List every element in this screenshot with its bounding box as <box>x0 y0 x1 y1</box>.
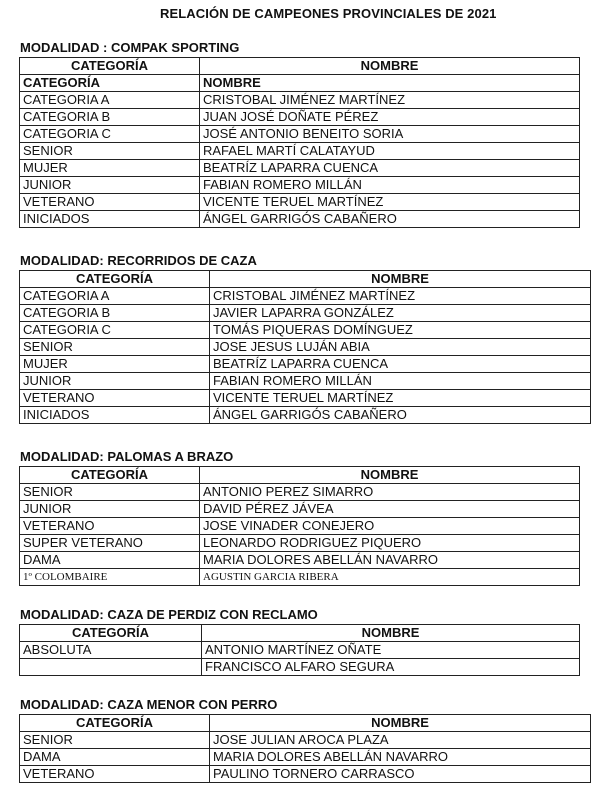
table-row <box>20 305 591 322</box>
row-nombre: FRANCISCO ALFARO SEGURA <box>202 659 580 676</box>
row-categoria: CATEGORIA C <box>20 126 200 143</box>
row-nombre: ANTONIO PEREZ SIMARRO <box>200 484 580 501</box>
row-categoria: SUPER VETERANO <box>20 535 200 552</box>
column-header-categoria: CATEGORÍA <box>20 58 200 75</box>
table-row <box>20 194 580 211</box>
row-categoria: INICIADOS <box>20 407 210 424</box>
row-nombre: JOSE JULIAN AROCA PLAZA <box>210 732 591 749</box>
table-caza-menor <box>19 714 591 783</box>
row-nombre: JUAN JOSÉ DOÑATE PÉREZ <box>200 109 580 126</box>
row-nombre: PAULINO TORNERO CARRASCO <box>210 766 591 783</box>
column-header-nombre: NOMBRE <box>210 715 591 732</box>
row-nombre: JAVIER LAPARRA GONZÁLEZ <box>210 305 591 322</box>
row-nombre: BEATRÍZ LAPARRA CUENCA <box>200 160 580 177</box>
row-nombre: ÁNGEL GARRIGÓS CABAÑERO <box>200 211 580 228</box>
table-row <box>20 373 591 390</box>
section-title-palomas-a-brazo: MODALIDAD: PALOMAS A BRAZO <box>20 449 234 464</box>
table-row <box>20 356 591 373</box>
table-row <box>20 126 580 143</box>
row-categoria: INICIADOS <box>20 211 200 228</box>
row-nombre: VICENTE TERUEL MARTÍNEZ <box>210 390 591 407</box>
table-row <box>20 109 580 126</box>
table-header-row <box>20 271 591 288</box>
row-nombre: JOSÉ ANTONIO BENEITO SORIA <box>200 126 580 143</box>
table-row <box>20 211 580 228</box>
table-subheader-row <box>20 75 580 92</box>
row-categoria: CATEGORIA A <box>20 288 210 305</box>
table-header-row <box>20 625 580 642</box>
row-nombre: VICENTE TERUEL MARTÍNEZ <box>200 194 580 211</box>
row-categoria: DAMA <box>20 552 200 569</box>
row-categoria: VETERANO <box>20 518 200 535</box>
section-title-recorridos-de-caza: MODALIDAD: RECORRIDOS DE CAZA <box>20 253 257 268</box>
table-palomas-a-brazo <box>19 466 580 586</box>
table-row <box>20 407 591 424</box>
column-header-nombre: NOMBRE <box>200 467 580 484</box>
table-recorridos-de-caza <box>19 270 591 424</box>
table-row <box>20 143 580 160</box>
row-categoria: CATEGORIA C <box>20 322 210 339</box>
row-nombre: ÁNGEL GARRIGÓS CABAÑERO <box>210 407 591 424</box>
column-header-categoria: CATEGORÍA <box>20 467 200 484</box>
table-row <box>20 642 580 659</box>
table-caza-de-perdiz <box>19 624 580 676</box>
row-categoria: MUJER <box>20 160 200 177</box>
table-row <box>20 288 591 305</box>
table-row <box>20 569 580 586</box>
table-row <box>20 322 591 339</box>
row-categoria: SENIOR <box>20 484 200 501</box>
row-categoria: MUJER <box>20 356 210 373</box>
table-row <box>20 732 591 749</box>
column-header-categoria: CATEGORÍA <box>20 625 202 642</box>
row-nombre: RAFAEL MARTÍ CALATAYUD <box>200 143 580 160</box>
row-nombre: BEATRÍZ LAPARRA CUENCA <box>210 356 591 373</box>
row-nombre: CRISTOBAL JIMÉNEZ MARTÍNEZ <box>200 92 580 109</box>
row-categoria: CATEGORIA A <box>20 92 200 109</box>
row-nombre: ANTONIO MARTÍNEZ OÑATE <box>202 642 580 659</box>
row-categoria: JUNIOR <box>20 177 200 194</box>
row-nombre: MARIA DOLORES ABELLÁN NAVARRO <box>200 552 580 569</box>
row-categoria: ABSOLUTA <box>20 642 202 659</box>
row-nombre: CRISTOBAL JIMÉNEZ MARTÍNEZ <box>210 288 591 305</box>
row-categoria: JUNIOR <box>20 501 200 518</box>
table-row <box>20 484 580 501</box>
table-compak-sporting <box>19 57 580 228</box>
table-row <box>20 339 591 356</box>
row-nombre: FABIAN ROMERO MILLÁN <box>210 373 591 390</box>
subheader-nombre: NOMBRE <box>200 75 580 92</box>
row-nombre: FABIAN ROMERO MILLÁN <box>200 177 580 194</box>
table-row <box>20 92 580 109</box>
table-row <box>20 552 580 569</box>
row-categoria: JUNIOR <box>20 373 210 390</box>
table-row <box>20 501 580 518</box>
row-nombre: AGUSTIN GARCIA RIBERA <box>200 569 580 586</box>
column-header-nombre: NOMBRE <box>210 271 591 288</box>
row-nombre: JOSE VINADER CONEJERO <box>200 518 580 535</box>
column-header-nombre: NOMBRE <box>202 625 580 642</box>
section-title-compak-sporting: MODALIDAD : COMPAK SPORTING <box>20 40 240 55</box>
table-row <box>20 160 580 177</box>
table-header-row <box>20 715 591 732</box>
table-row <box>20 535 580 552</box>
row-categoria: CATEGORIA B <box>20 109 200 126</box>
row-categoria: CATEGORIA B <box>20 305 210 322</box>
table-row <box>20 390 591 407</box>
table-header-row <box>20 467 580 484</box>
table-row <box>20 177 580 194</box>
table-row <box>20 749 591 766</box>
column-header-categoria: CATEGORÍA <box>20 271 210 288</box>
table-row <box>20 659 580 676</box>
row-categoria: 1º COLOMBAIRE <box>20 569 200 586</box>
subheader-categoria: CATEGORÍA <box>20 75 200 92</box>
row-categoria <box>20 659 202 676</box>
row-nombre: JOSE JESUS LUJÁN ABIA <box>210 339 591 356</box>
row-categoria: SENIOR <box>20 143 200 160</box>
table-header-row <box>20 58 580 75</box>
table-row <box>20 518 580 535</box>
table-row <box>20 766 591 783</box>
page-title: RELACIÓN DE CAMPEONES PROVINCIALES DE 2021 <box>160 6 497 21</box>
column-header-nombre: NOMBRE <box>200 58 580 75</box>
row-categoria: VETERANO <box>20 390 210 407</box>
row-nombre: MARIA DOLORES ABELLÁN NAVARRO <box>210 749 591 766</box>
section-title-caza-menor: MODALIDAD: CAZA MENOR CON PERRO <box>20 697 278 712</box>
row-categoria: SENIOR <box>20 339 210 356</box>
section-title-caza-de-perdiz: MODALIDAD: CAZA DE PERDIZ CON RECLAMO <box>20 607 318 622</box>
row-nombre: DAVID PÉREZ JÁVEA <box>200 501 580 518</box>
row-categoria: SENIOR <box>20 732 210 749</box>
row-categoria: DAMA <box>20 749 210 766</box>
row-nombre: TOMÁS PIQUERAS DOMÍNGUEZ <box>210 322 591 339</box>
row-categoria: VETERANO <box>20 194 200 211</box>
column-header-categoria: CATEGORÍA <box>20 715 210 732</box>
row-nombre: LEONARDO RODRIGUEZ PIQUERO <box>200 535 580 552</box>
row-categoria: VETERANO <box>20 766 210 783</box>
